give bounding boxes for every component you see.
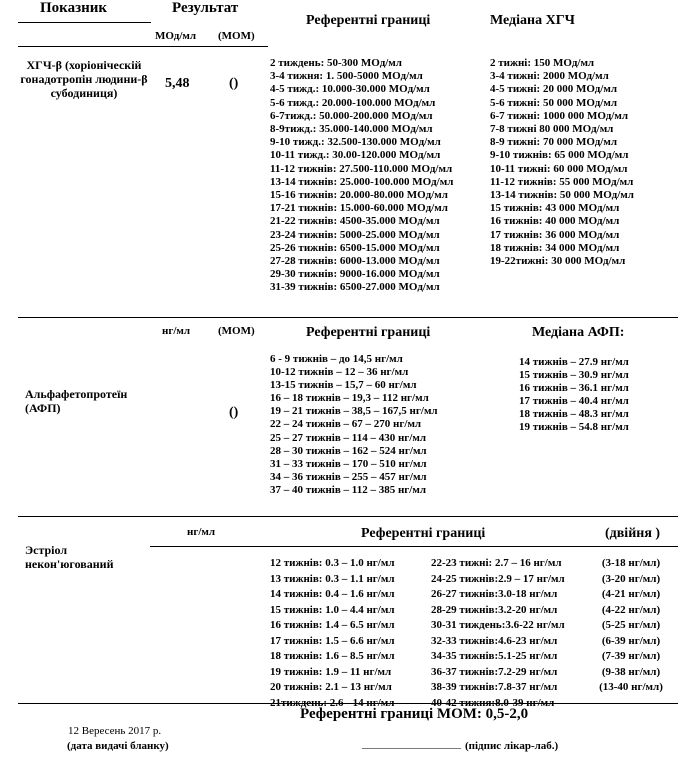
header-result: Результат	[172, 0, 239, 16]
list-item: 6-7тижд.: 50.000-200.000 МОд/мл	[270, 109, 433, 122]
list-item: 2 тиждень: 50-300 МОд/мл	[270, 57, 402, 69]
list-item: 10-11 тижд.: 30.00-120.000 МОд/мл	[270, 149, 441, 162]
header-median-hcg: Медіана ХГЧ	[490, 13, 575, 28]
list-item: 19 тижнів – 54.8 нг/мл	[519, 421, 629, 434]
list-item: 34 – 36 тижнів – 255 – 457 нг/мл	[270, 470, 427, 483]
afp-mom-label: (МОМ)	[218, 325, 255, 337]
list-item: 10-11 тижні: 60 000 МОд/мл	[490, 162, 628, 175]
signature-caption: (підпис лікар-лаб.)	[465, 740, 559, 752]
list-item: 3-4 тижні: 2000 МОд/мл	[490, 70, 609, 83]
list-item: 6 - 9 тижнів – до 14,5 нг/мл	[270, 353, 403, 365]
afp-name: Альфафетопротеїн (АФП)	[25, 387, 128, 415]
list-item: 28-29 тижнів:3.2-20 нг/мл	[431, 603, 558, 616]
estriol-name: Эстріол некон'югований	[25, 543, 114, 571]
list-item: 9-10 тижд.: 32.500-130.000 МОд/мл	[270, 136, 441, 149]
header-unit-mom: (МОМ)	[218, 30, 255, 42]
list-item: 13-14 тижнів: 50 000 МОд/мл	[490, 189, 634, 202]
list-item: 17-21 тижнів: 15.000-60.000 МОд/мл	[270, 202, 448, 215]
list-item: (4-22 нг/мл)	[601, 603, 661, 616]
afp-unit: нг/мл	[162, 325, 191, 337]
list-item: 25-26 тижнів: 6500-15.000 МОд/мл	[270, 241, 440, 254]
list-item: 17 тижнів: 36 000 МОд/мл	[490, 228, 620, 241]
list-item: (13-40 нг/мл)	[599, 681, 663, 693]
estriol-ref-col2	[431, 556, 565, 711]
list-item: 18 тижнів: 1.6 – 8.5 нг/мл	[270, 650, 395, 662]
issue-date-caption: (дата видачі бланку)	[67, 740, 169, 752]
estriol-twins-list	[595, 556, 667, 711]
list-item: 29-30 тижнів: 9000-16.000 МОд/мл	[270, 268, 440, 281]
list-item: 10-12 тижнів – 12 – 36 нг/мл	[270, 366, 409, 379]
section-divider-estriol	[18, 703, 678, 704]
afp-mom: ()	[229, 405, 239, 420]
estriol-header-divider	[150, 546, 678, 547]
header-divider-result	[150, 46, 268, 47]
list-item: 11-12 тижнів: 27.500-110.000 МОд/мл	[270, 162, 453, 175]
list-item: 32-33 тижнів:4.6-23 нг/мл	[431, 634, 558, 647]
header-divider-left-2	[18, 46, 151, 47]
list-item: 15 тижнів: 1.0 – 4.4 нг/мл	[270, 603, 395, 616]
list-item: 14 тижнів: 0.4 – 1.6 нг/мл	[270, 588, 395, 600]
list-item: 21-22 тижнів: 4500-35.000 МОд/мл	[270, 215, 440, 228]
list-item: 6-7 тижні: 1000 000 МОд/мл	[490, 109, 629, 122]
list-item: 8-9тижд.: 35.000-140.000 МОд/мл	[270, 123, 433, 136]
list-item: -------	[618, 696, 644, 709]
list-item: 19 – 21 тижнів – 38,5 – 167,5 нг/мл	[270, 405, 438, 418]
list-item: 2 тижні: 150 МОд/мл	[490, 57, 595, 69]
header-ref-limits: Референтні границі	[306, 13, 431, 28]
list-item: 36-37 тижнів:7.2-29 нг/мл	[431, 665, 558, 678]
list-item: 16 тижнів – 36.1 нг/мл	[519, 382, 629, 395]
hcg-value: 5,48	[165, 76, 190, 91]
list-item: 13 тижнів: 0.3 – 1.1 нг/мл	[270, 572, 395, 585]
list-item: 34-35 тижнів:5.1-25 нг/мл	[431, 650, 558, 662]
list-item: 16 тижнів: 1.4 – 6.5 нг/мл	[270, 619, 395, 631]
list-item: 5-6 тижні: 50 000 МОд/мл	[490, 96, 618, 109]
hcg-mom: ()	[229, 76, 239, 91]
list-item: 13-14 тижнів: 25.000-100.000 МОд/мл	[270, 175, 454, 188]
list-item: 7-8 тижні 80 000 МОд/мл	[490, 123, 614, 136]
list-item: 20 тижнів: 2.1 – 13 нг/мл	[270, 681, 392, 693]
list-item: 4-5 тижд.: 10.000-30.000 МОд/мл	[270, 83, 430, 96]
list-item: 30-31 тиждень:3.6-22 нг/мл	[431, 619, 565, 631]
list-item: 26-27 тижнів:3.0-18 нг/мл	[431, 588, 558, 600]
list-item: 9-10 тижнів: 65 000 МОд/мл	[490, 149, 629, 162]
list-item: (9-38 нг/мл)	[601, 665, 661, 678]
list-item: 25 – 27 тижнів – 114 – 430 нг/мл	[270, 431, 426, 444]
hcg-name: ХГЧ-β (хоріоніческій гонадотропін людини-β субодиниця)	[20, 58, 148, 100]
list-item: 8-9 тижні: 70 000 МОд/мл	[490, 136, 618, 149]
list-item: 18 тижнів: 34 000 МОд/мл	[490, 241, 620, 254]
list-item: 18 тижнів – 48.3 нг/мл	[519, 408, 629, 421]
list-item: 40-42 тижня:8.0-39 нг/мл	[431, 696, 555, 709]
list-item: 37 – 40 тижнів – 112 – 385 нг/мл	[270, 483, 426, 496]
list-item: 15 тижнів: 43 000 МОд/мл	[490, 202, 620, 215]
list-item: 16 – 18 тижнів – 19,3 – 112 нг/мл	[270, 392, 429, 405]
header-indicator: Показник	[40, 0, 108, 16]
list-item: 31 – 33 тижнів – 170 – 510 нг/мл	[270, 457, 427, 470]
header-divider-left	[18, 22, 151, 23]
list-item: 22 – 24 тижнів – 67 – 270 нг/мл	[270, 418, 422, 431]
list-item: (3-20 нг/мл)	[601, 572, 661, 585]
mom-ref-footer: Референтні границі МОМ: 0,5-2,0	[300, 706, 529, 722]
list-item: 11-12 тижнів: 55 000 МОд/мл	[490, 175, 634, 188]
list-item: 17 тижнів: 1.5 – 6.6 нг/мл	[270, 634, 395, 647]
signature-line: __________________	[362, 738, 461, 750]
issue-date: 12 Вересень 2017 р.	[68, 725, 162, 737]
list-item: (5-25 нг/мл)	[601, 619, 661, 631]
hcg-median-list	[490, 57, 634, 268]
estriol-ref-title: Референтні границі	[361, 526, 486, 541]
afp-ref-list	[270, 353, 438, 497]
list-item: 31-39 тижнів: 6500-27.000 МОд/мл	[270, 281, 440, 294]
list-item: (3-18 нг/мл)	[601, 557, 661, 569]
list-item: 3-4 тижня: 1. 500-5000 МОд/мл	[270, 70, 423, 83]
list-item: 23-24 тижнів: 5000-25.000 МОд/мл	[270, 228, 440, 241]
afp-median-list	[519, 356, 629, 435]
list-item: (6-39 нг/мл)	[601, 634, 661, 647]
list-item: 19-22тижні: 30 000 МОд/мл	[490, 255, 626, 268]
list-item: 15 тижнів – 30.9 нг/мл	[519, 369, 629, 382]
list-item: 4-5 тижні: 20 000 МОд/мл	[490, 83, 618, 96]
list-item: 17 тижнів – 40.4 нг/мл	[519, 395, 629, 408]
list-item: 14 тижнів – 27.9 нг/мл	[519, 356, 629, 368]
list-item: 38-39 тижнів:7.8-37 нг/мл	[431, 681, 558, 693]
list-item: 16 тижнів: 40 000 МОд/мл	[490, 215, 620, 228]
list-item: 15-16 тижнів: 20.000-80.000 МОд/мл	[270, 189, 448, 202]
list-item: 24-25 тижнів:2.9 – 17 нг/мл	[431, 572, 565, 585]
afp-ref-title: Референтні границі	[306, 325, 431, 340]
list-item: (4-21 нг/мл)	[601, 588, 661, 600]
hcg-ref-list	[270, 57, 453, 295]
afp-median-title: Медіана АФП:	[532, 325, 625, 340]
list-item: 12 тижнів: 0.3 – 1.0 нг/мл	[270, 557, 395, 569]
section-divider-afp	[18, 516, 678, 517]
estriol-twins-title: (двійня )	[605, 526, 661, 541]
section-divider-hcg	[18, 317, 678, 318]
list-item: 13-15 тижнів – 15,7 – 60 нг/мл	[270, 379, 417, 392]
list-item: 19 тижнів: 1.9 – 11 нг/мл	[270, 665, 392, 678]
estriol-ref-col1	[270, 556, 395, 711]
list-item: (7-39 нг/мл)	[601, 650, 661, 662]
list-item: 27-28 тижнів: 6000-13.000 МОд/мл	[270, 255, 440, 268]
list-item: 28 – 30 тижнів – 162 – 524 нг/мл	[270, 444, 427, 457]
list-item: 22-23 тижні: 2.7 – 16 нг/мл	[431, 557, 562, 569]
header-unit-mod: МОд/мл	[155, 30, 197, 42]
list-item: 5-6 тижд.: 20.000-100.000 МОд/мл	[270, 96, 436, 109]
list-item: 21тиждень: 2.6 - 14 нг/мл	[270, 696, 395, 709]
estriol-unit: нг/мл	[187, 526, 216, 538]
